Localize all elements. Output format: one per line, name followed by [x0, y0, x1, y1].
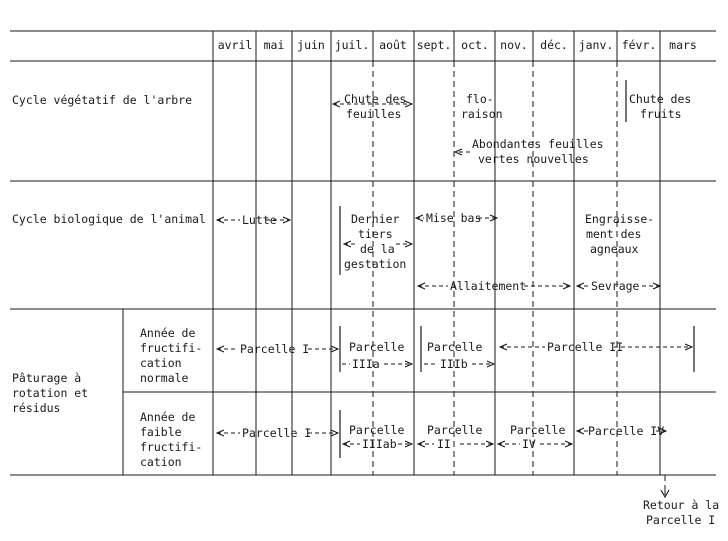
faible-parcelle-i-label: Parcelle I: [242, 426, 312, 440]
row-label-normale-3: cation: [140, 356, 182, 370]
chute-fruits-label-1: Chute des: [629, 92, 692, 106]
row-label-normale-1: Année de: [140, 326, 196, 340]
month-header-nov: nov.: [500, 38, 528, 52]
row-label-animal: Cycle biologique de l'animal: [12, 212, 206, 226]
gestation-label-3: de la: [360, 242, 395, 256]
chute-feuilles-label-2: feuilles: [346, 107, 402, 121]
month-header-avril: avril: [217, 38, 253, 52]
retour-label-2: Parcelle I: [646, 513, 716, 527]
faible-parcelle-iiiab-label-2: IIIab: [362, 437, 397, 451]
engraissement-label-1: Engraisse-: [585, 212, 655, 226]
abondantes-label-1: Abondantes feuilles: [472, 137, 604, 151]
row-label-faible-2: faible: [140, 425, 182, 439]
faible-parcelle-ii-label-1: Parcelle: [427, 423, 483, 437]
normale-parcelle-iiib-label-2: IIIb: [440, 357, 468, 371]
month-header-oct: oct.: [461, 38, 489, 52]
row-label-arbre: Cycle végétatif de l'arbre: [12, 93, 193, 107]
month-header-mai: mai: [263, 38, 285, 52]
month-header-janv: janv.: [578, 38, 614, 52]
abondantes-label-2: vertes nouvelles: [478, 152, 589, 166]
gestation-label-1: Dernier: [351, 212, 400, 226]
normale-parcelle-ii-label: Parcelle II: [547, 340, 624, 354]
sevrage-label: Sevrage: [591, 279, 640, 293]
gestation-label-2: tiers: [358, 227, 393, 241]
row-label-faible-4: cation: [140, 455, 182, 469]
faible-parcelle-iiiab-label-1: Parcelle: [349, 423, 405, 437]
faible-parcelle-iv-label-2: IV: [522, 437, 536, 451]
normale-parcelle-iiia-label-1: Parcelle: [349, 340, 405, 354]
normale-parcelle-i-label: Parcelle I: [240, 342, 310, 356]
row-label-normale-4: normale: [140, 371, 189, 385]
month-header-juin: juin: [297, 38, 325, 52]
chute-fruits-label-2: fruits: [640, 107, 682, 121]
faible-parcelle-ii-label-2: II: [437, 437, 451, 451]
floraison-label-1: flo-: [466, 92, 494, 106]
gestation-label-4: gestation: [344, 257, 407, 271]
month-header-mars: mars: [669, 38, 697, 52]
retour-label-1: Retour à la: [643, 498, 720, 512]
faible-parcelle-iv-b-label: Parcelle IV: [588, 424, 665, 438]
row-label-faible-1: Année de: [140, 410, 196, 424]
faible-parcelle-iv-label-1: Parcelle: [510, 423, 566, 437]
engraissement-label-3: agneaux: [590, 242, 639, 256]
floraison-label-2: raison: [461, 107, 503, 121]
chute-feuilles-label-1: Chute des: [344, 92, 407, 106]
normale-parcelle-iiia-label-2: IIIa: [352, 357, 380, 371]
mise-bas-label: Mise bas: [426, 211, 482, 225]
row-label-normale-2: fructifi-: [140, 341, 203, 355]
allaitement-label: Allaitement: [450, 279, 527, 293]
month-header-fevr: févr.: [621, 38, 657, 52]
engraissement-label-2: ment des: [586, 227, 642, 241]
month-header-aout: août: [379, 38, 407, 52]
row-label-paturage-1: Pâturage à: [12, 371, 82, 385]
row-label-faible-3: fructifi-: [140, 440, 203, 454]
row-label-paturage-2: rotation et: [12, 386, 89, 400]
lutte-label: Lutte: [242, 213, 277, 227]
month-header-juil: juil.: [334, 38, 370, 52]
month-header-sept: sept.: [416, 38, 452, 52]
row-label-paturage-3: résidus: [12, 401, 61, 415]
normale-parcelle-iiib-label-1: Parcelle: [427, 340, 483, 354]
month-header-dec: déc.: [540, 38, 568, 52]
